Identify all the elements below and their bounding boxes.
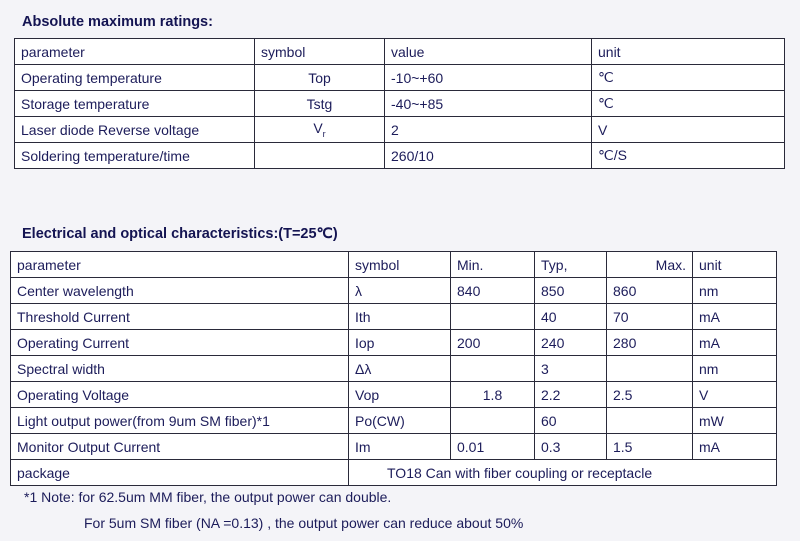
cell-symbol: Δλ: [349, 356, 451, 382]
table-row: [15, 91, 785, 117]
table-row: [11, 330, 777, 356]
header-value: value: [385, 39, 592, 65]
footnote-line-2: For 5um SM fiber (NA =0.13) , the output power can reduce about 50%: [84, 515, 524, 531]
absolute-ratings-table: [14, 38, 785, 169]
table-row: [11, 382, 777, 408]
cell-parameter: Laser diode Reverse voltage: [15, 117, 255, 143]
cell-typ: 60: [535, 408, 607, 434]
table-row: [15, 143, 785, 169]
cell-min: 200: [451, 330, 535, 356]
cell-parameter: Soldering temperature/time: [15, 143, 255, 169]
cell-symbol: λ: [349, 278, 451, 304]
cell-symbol: Top: [255, 65, 385, 91]
table-header-row: [15, 39, 785, 65]
cell-unit: V: [592, 117, 785, 143]
cell-min: 840: [451, 278, 535, 304]
cell-unit: mW: [693, 408, 777, 434]
cell-unit: nm: [693, 356, 777, 382]
cell-min: [451, 304, 535, 330]
cell-parameter: Spectral width: [11, 356, 349, 382]
table-row: [11, 356, 777, 382]
absolute-ratings-heading: Absolute maximum ratings:: [22, 14, 213, 30]
cell-typ: 240: [535, 330, 607, 356]
cell-value: -10~+60: [385, 65, 592, 91]
cell-unit: ℃: [592, 65, 785, 91]
cell-symbol: [255, 143, 385, 169]
cell-parameter: Center wavelength: [11, 278, 349, 304]
cell-min: [451, 408, 535, 434]
cell-unit: V: [693, 382, 777, 408]
cell-max: 860: [607, 278, 693, 304]
cell-typ: 3: [535, 356, 607, 382]
header-parameter: parameter: [11, 252, 349, 278]
cell-symbol: Tstg: [255, 91, 385, 117]
cell-typ: 850: [535, 278, 607, 304]
table-row: [11, 304, 777, 330]
header-max: Max.: [607, 252, 693, 278]
cell-min: [451, 356, 535, 382]
cell-typ: 0.3: [535, 434, 607, 460]
cell-symbol: Im: [349, 434, 451, 460]
cell-parameter: Operating temperature: [15, 65, 255, 91]
header-typ: Typ,: [535, 252, 607, 278]
cell-symbol: [255, 117, 385, 143]
header-symbol: symbol: [255, 39, 385, 65]
symbol-main: V: [313, 120, 323, 137]
cell-symbol: Po(CW): [349, 408, 451, 434]
cell-unit: ℃: [592, 91, 785, 117]
cell-symbol: Iop: [349, 330, 451, 356]
cell-max: 2.5: [607, 382, 693, 408]
header-unit: unit: [592, 39, 785, 65]
table-row: [11, 278, 777, 304]
header-symbol: symbol: [349, 252, 451, 278]
cell-max: [607, 356, 693, 382]
cell-typ: 2.2: [535, 382, 607, 408]
electrical-characteristics-table: [10, 251, 777, 486]
package-label: package: [11, 460, 349, 486]
cell-min: 1.8: [451, 382, 535, 408]
table-row: [11, 408, 777, 434]
cell-parameter: Monitor Output Current: [11, 434, 349, 460]
cell-symbol: Ith: [349, 304, 451, 330]
table-row: [11, 434, 777, 460]
cell-parameter: Operating Voltage: [11, 382, 349, 408]
header-parameter: parameter: [15, 39, 255, 65]
cell-unit: mA: [693, 304, 777, 330]
cell-typ: 40: [535, 304, 607, 330]
header-unit: unit: [693, 252, 777, 278]
table-header-row: [11, 252, 777, 278]
cell-max: 70: [607, 304, 693, 330]
table-row: [15, 65, 785, 91]
cell-parameter: Operating Current: [11, 330, 349, 356]
cell-value: -40~+85: [385, 91, 592, 117]
cell-value: 2: [385, 117, 592, 143]
cell-max: 280: [607, 330, 693, 356]
electrical-characteristics-heading: Electrical and optical characteristics:(T=25℃): [22, 226, 338, 242]
footnote-line-1: *1 Note: for 62.5um MM fiber, the output power can double.: [24, 489, 392, 505]
table-row: [15, 117, 785, 143]
cell-min: 0.01: [451, 434, 535, 460]
cell-unit: mA: [693, 330, 777, 356]
cell-parameter: Light output power(from 9um SM fiber)*1: [11, 408, 349, 434]
cell-max: 1.5: [607, 434, 693, 460]
cell-symbol: Vop: [349, 382, 451, 408]
cell-unit: nm: [693, 278, 777, 304]
symbol-subscript: r: [322, 128, 326, 139]
cell-parameter: Storage temperature: [15, 91, 255, 117]
package-row: [11, 460, 777, 486]
cell-parameter: Threshold Current: [11, 304, 349, 330]
cell-max: [607, 408, 693, 434]
header-min: Min.: [451, 252, 535, 278]
cell-unit: ℃/S: [592, 143, 785, 169]
cell-value: 260/10: [385, 143, 592, 169]
package-value: TO18 Can with fiber coupling or receptacle: [349, 460, 777, 486]
cell-unit: mA: [693, 434, 777, 460]
